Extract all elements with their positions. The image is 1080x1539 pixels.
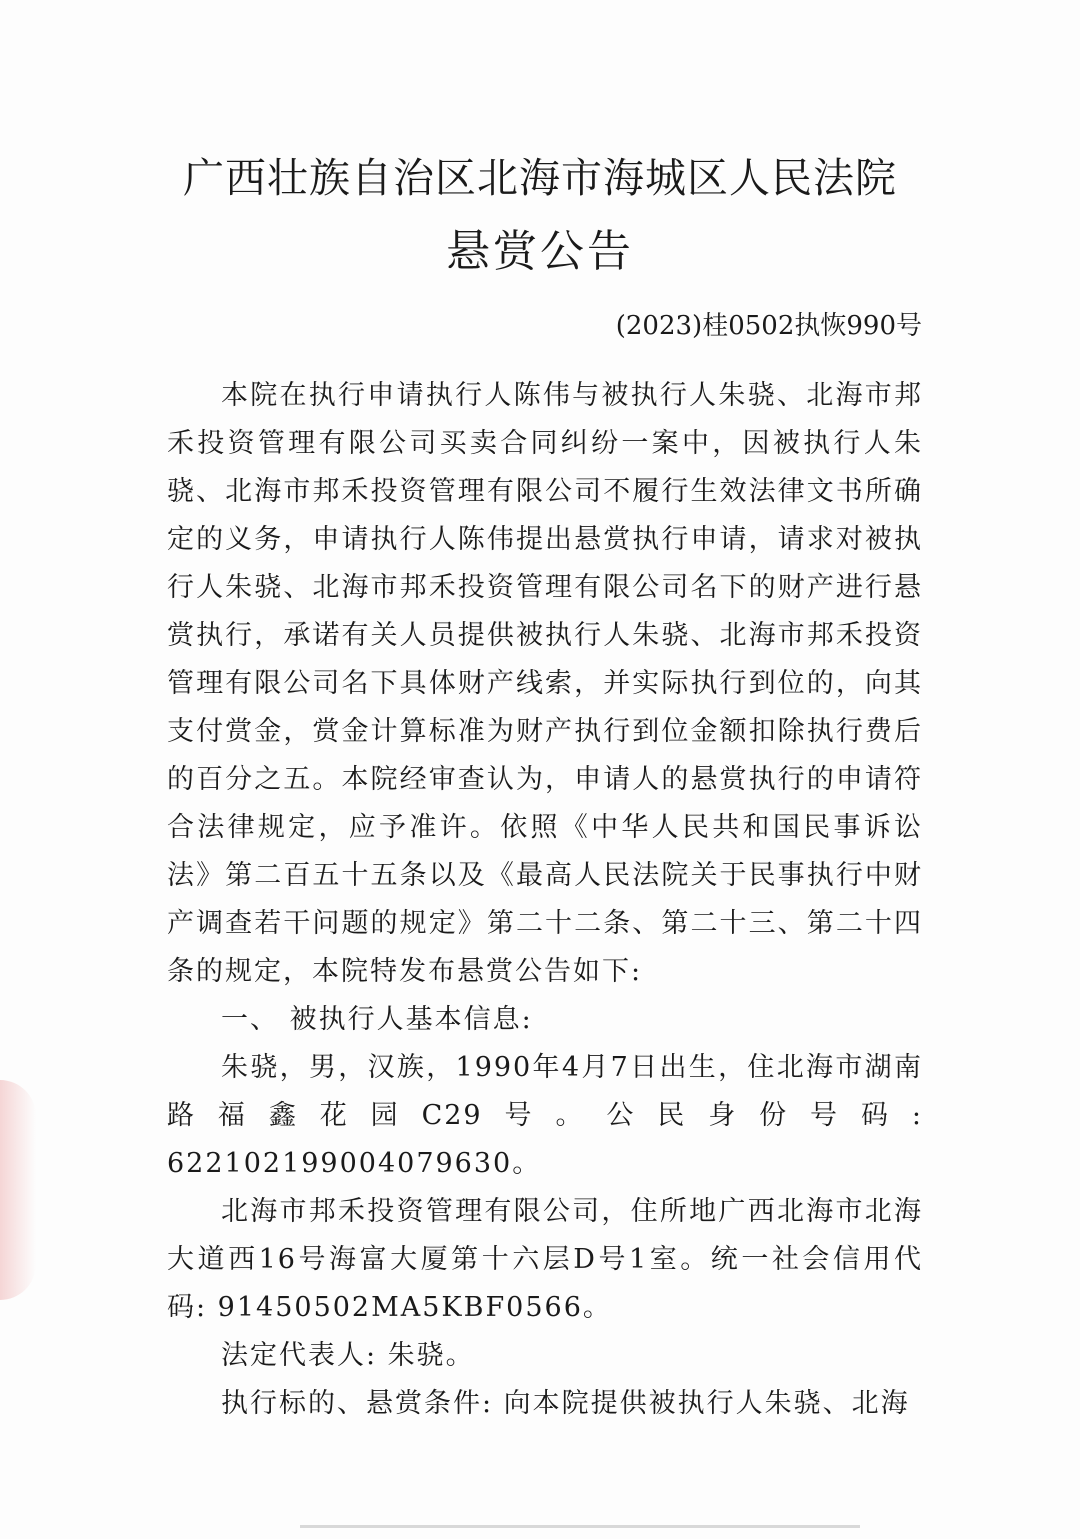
notice-body — [167, 372, 923, 1428]
paragraph-conditions: 执行标的、悬赏条件: 向本院提供被执行人朱骁、北海 — [221, 1388, 910, 1419]
notice-title: 悬赏公告 — [446, 226, 634, 277]
court-name: 广西壮族自治区北海市海城区人民法院 — [183, 154, 897, 202]
seal-stain — [0, 1080, 36, 1300]
paragraph-section-heading: 一、 被执行人基本信息: — [221, 1004, 533, 1035]
case-number: (2023)桂0502执恢990号 — [615, 311, 922, 341]
paragraph-legal-rep: 法定代表人: 朱骁。 — [221, 1340, 475, 1371]
paragraph-person-info: 朱骁，男，汉族，1990年4月7日出生，住北海市湖南路福鑫花园C29号。公民身份号码: 622102199004079630。 — [167, 1052, 923, 1179]
paragraph-intro: 本院在执行申请执行人陈伟与被执行人朱骁、北海市邦禾投资管理有限公司买卖合同纠纷一案中，因被执行人朱骁、北海市邦禾投资管理有限公司不履行生效法律文书所确定的义务，申请执行人陈伟提出悬赏执行申请，请求对被执行人朱骁、北海市邦禾投资管理有限公司名下的财产进行悬赏执行，承诺有关人员提供被执行人朱骁、北海市邦禾投资管理有限公司名下具体财产线索，并实际执行到位的，向其支付赏金，赏金计算标准为财产执行到位金额扣除执行费后的百分之五。本院经审查认为，申请人的悬赏执行的申请符合法律规定，应予准许。依照《中华人民共和国民事诉讼法》第二百五十五条以及《最高人民法院关于民事执行中财产调查若干问题的规定》第二十二条、第二十三、第二十四条的规定，本院特发布悬赏公告如下: — [167, 380, 923, 987]
paragraph-company-info: 北海市邦禾投资管理有限公司，住所地广西北海市北海大道西16号海富大厦第十六层D号1室。统一社会信用代码: 91450502MA5KBF0566。 — [167, 1196, 923, 1323]
scan-edge-line — [300, 1525, 860, 1528]
